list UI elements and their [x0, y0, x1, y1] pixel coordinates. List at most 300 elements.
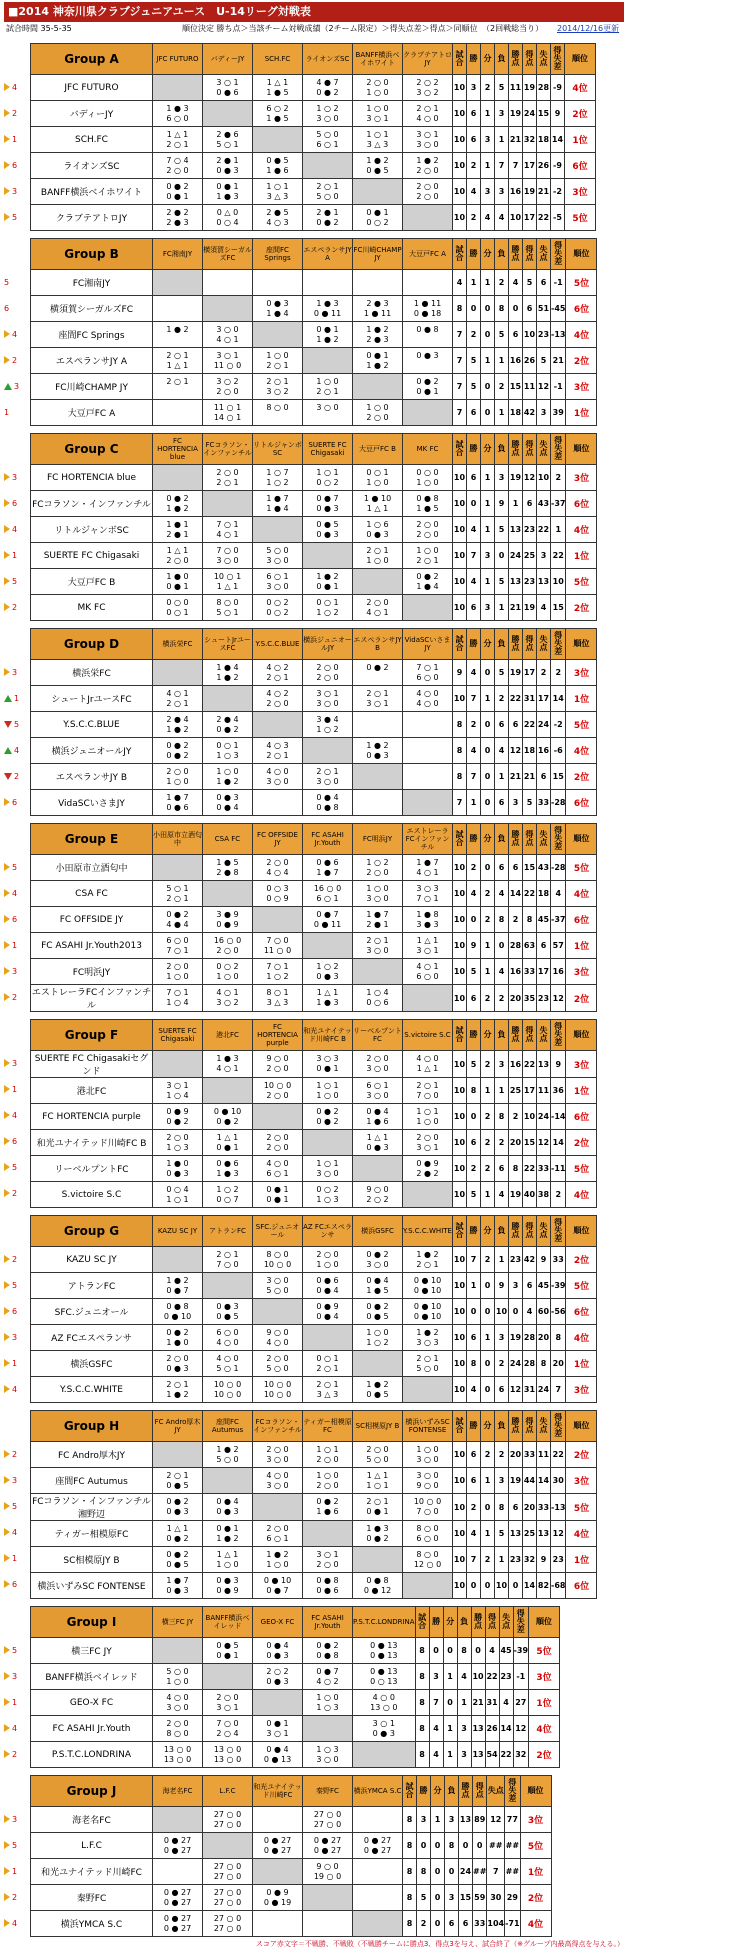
- stat-value: 0: [431, 1911, 445, 1937]
- score-line: 2 ○ 0: [166, 1132, 189, 1142]
- score-cell: [203, 1573, 253, 1599]
- score-line: [153, 78, 202, 88]
- stat-value: 2: [467, 712, 481, 738]
- stat-value: 2: [481, 1547, 495, 1573]
- score-line: [353, 793, 402, 803]
- score-cell: [253, 1051, 303, 1078]
- stat-value: 7: [495, 153, 509, 179]
- stat-value: -39: [513, 1638, 528, 1664]
- score-line: 7 ○ 0: [416, 1507, 439, 1516]
- score-line: 0 ● 27: [163, 1845, 192, 1855]
- opponent-header: ティガー相模原FC: [303, 1411, 353, 1442]
- score-line: [303, 556, 352, 566]
- score-line: 2 ● 2: [416, 1168, 439, 1178]
- self-cell: [153, 465, 203, 491]
- stat-header: 試合: [415, 1607, 429, 1638]
- team-name: 秦野FC: [31, 1885, 153, 1911]
- stat-value: 8: [495, 1494, 509, 1521]
- score-cell: [353, 1078, 403, 1104]
- stat-value: ##: [505, 1859, 520, 1885]
- rank-change-value: 1: [12, 550, 18, 560]
- opponent-header: FC ASAHI Jr.Youth: [303, 1607, 353, 1638]
- table-row: [31, 517, 597, 543]
- stat-value: 2: [495, 1442, 509, 1468]
- stat-value: 0: [481, 764, 495, 790]
- stat-value: 31: [523, 686, 537, 712]
- team-name: FC明浜JY: [31, 959, 153, 985]
- opponent-header: ライオンズSC: [303, 44, 353, 75]
- score-line: 0 ● 10: [413, 1301, 442, 1311]
- score-line: 2 ○ 1: [416, 555, 439, 565]
- team-name: 座間FC Autumus: [31, 1468, 153, 1494]
- score-cell: [153, 1130, 203, 1156]
- stat-value: 6: [495, 1156, 509, 1182]
- opponent-header: SC相模原JY B: [353, 1411, 403, 1442]
- score-cell: [203, 348, 253, 374]
- rank-change-value: 3: [12, 1671, 18, 1681]
- score-cell: [253, 101, 303, 127]
- arrow-right-icon: [4, 1476, 10, 1484]
- arrow-right-icon: [4, 1528, 10, 1536]
- stat-value: 4: [467, 569, 481, 595]
- score-cell: [253, 660, 303, 686]
- stat-value: 2: [467, 153, 481, 179]
- score-line: 4 ○ 2: [316, 1676, 339, 1686]
- score-line: 2 ● 1: [316, 207, 339, 217]
- rank-change-value: 6: [12, 1136, 18, 1146]
- score-line: 1 ○ 0: [416, 1116, 439, 1126]
- score-line: 0 ● 4: [216, 1497, 239, 1506]
- score-line: [353, 582, 402, 592]
- stat-header: 得点: [523, 1411, 537, 1442]
- score-line: 4 ○ 0: [416, 113, 439, 123]
- stat-value: 16: [509, 1051, 523, 1078]
- score-line: [203, 494, 252, 504]
- stat-value: 11: [509, 75, 523, 101]
- stat-value: 1: [481, 517, 495, 543]
- stat-value: 1: [481, 686, 495, 712]
- score-cell: [153, 1078, 203, 1104]
- stat-header: 失点: [537, 1216, 551, 1247]
- score-line: 1 ○ 0: [316, 1090, 339, 1100]
- stat-value: -1: [551, 374, 566, 400]
- table-row: [31, 374, 597, 400]
- score-line: 2 ○ 0: [316, 1454, 339, 1464]
- stat-value: 28: [537, 75, 551, 101]
- stat-value: 33: [523, 1442, 537, 1468]
- score-line: 1 ○ 0: [216, 1559, 239, 1569]
- score-line: 2 ○ 0: [416, 519, 439, 529]
- rank-change: [4, 1076, 30, 1102]
- score-line: 3 ○ 0: [216, 555, 239, 565]
- score-line: [203, 283, 252, 293]
- team-name: KAZU SC JY: [31, 1247, 153, 1273]
- score-line: 5 ○ 1: [166, 883, 189, 893]
- score-line: [153, 468, 202, 478]
- stat-value: 2: [481, 1051, 495, 1078]
- score-line: 12 ○ 0: [413, 1559, 442, 1569]
- stat-value: 8: [551, 1325, 566, 1351]
- score-line: 27 ○ 0: [313, 1809, 342, 1819]
- score-line: 0 ● 8: [316, 1650, 339, 1660]
- score-line: 2 ○ 0: [216, 386, 239, 396]
- score-line: [353, 1820, 402, 1830]
- stat-value: 20: [509, 985, 523, 1012]
- opponent-header: FC川崎CHAMP JY: [353, 239, 403, 270]
- score-line: [303, 751, 352, 761]
- score-cell: [203, 907, 253, 933]
- self-cell: [403, 400, 453, 426]
- score-line: 0 ● 9: [316, 1301, 339, 1311]
- arrow-right-icon: [4, 798, 10, 806]
- arrow-right-icon: [4, 1724, 10, 1732]
- score-line: 1 ○ 0: [266, 1559, 289, 1569]
- arrow-right-icon: [4, 356, 10, 364]
- group-layout: [4, 1606, 624, 1768]
- score-cell: [303, 465, 353, 491]
- score-cell: [153, 1664, 203, 1690]
- self-cell: [253, 1859, 303, 1885]
- stat-value: 13: [459, 1807, 473, 1833]
- stat-value: 4: [453, 270, 467, 296]
- stat-value: 24: [537, 1377, 551, 1403]
- page: [4, 2, 624, 1949]
- score-cell: [303, 127, 353, 153]
- self-cell: [403, 985, 453, 1012]
- self-cell: [203, 686, 253, 712]
- stat-value: 0: [445, 1859, 459, 1885]
- stat-value: 8: [495, 296, 509, 322]
- table-row: [31, 1547, 597, 1573]
- score-line: 0 ○ 1: [316, 1353, 339, 1363]
- score-line: 0 ● 5: [366, 1311, 389, 1321]
- table-row: [31, 205, 596, 231]
- score-line: 0 ○ 1: [316, 597, 339, 607]
- score-cell: [253, 1377, 303, 1403]
- score-line: 0 ● 2: [166, 1116, 189, 1126]
- self-cell: [253, 712, 303, 738]
- stat-value: 0: [481, 1299, 495, 1325]
- stat-value: 23: [509, 1547, 523, 1573]
- stat-header: 勝点: [509, 239, 523, 270]
- rank-change-header: [4, 1410, 30, 1441]
- rank-value: 3位: [566, 959, 597, 985]
- table-row: [31, 1885, 552, 1911]
- score-line: 5 ○ 0: [316, 191, 339, 201]
- stat-value: 3: [481, 595, 495, 621]
- rank-change-column: [4, 1215, 30, 1403]
- rank-change: [4, 1571, 30, 1597]
- score-line: [403, 283, 452, 293]
- table-row: [31, 985, 597, 1012]
- score-cell: [253, 400, 303, 426]
- score-cell: [253, 1247, 303, 1273]
- score-line: 4 ○ 1: [216, 529, 239, 539]
- score-cell: [153, 1468, 203, 1494]
- score-cell: [303, 1807, 353, 1833]
- stat-value: 17: [537, 959, 551, 985]
- team-name: S.victoire S.C: [31, 1182, 153, 1208]
- score-line: 1 △ 1: [416, 935, 439, 945]
- stat-value: ##: [505, 1833, 520, 1859]
- stat-value: 33: [551, 1247, 566, 1273]
- score-cell: [353, 1664, 416, 1690]
- score-line: 3 ○ 0: [366, 945, 389, 955]
- stat-value: 16: [509, 348, 523, 374]
- score-line: 7 ○ 1: [416, 893, 439, 903]
- stat-value: 15: [523, 855, 537, 881]
- arrow-right-icon: [4, 1281, 10, 1289]
- score-cell: [253, 738, 303, 764]
- opponent-header: VidaSCいさまJY: [403, 629, 453, 660]
- group-table: [30, 1410, 597, 1599]
- table-row: [31, 1051, 597, 1078]
- rank-change: [4, 958, 30, 984]
- team-name: 小田原市立酒匂中: [31, 855, 153, 881]
- score-line: 4 ○ 0: [166, 1692, 189, 1702]
- stat-value: 0: [509, 296, 523, 322]
- rank-change-value: 1: [12, 1084, 18, 1094]
- score-line: 3 ○ 0: [166, 1702, 189, 1712]
- rank-value: 5位: [566, 712, 597, 738]
- self-cell: [303, 738, 353, 764]
- score-line: 0 ● 3: [316, 529, 339, 539]
- stat-value: 2: [537, 660, 551, 686]
- stat-value: 57: [551, 933, 566, 959]
- score-line: 0 ● 11: [313, 919, 342, 929]
- stat-value: 14: [551, 127, 565, 153]
- score-line: 0 ○ 6: [366, 998, 389, 1007]
- score-line: [353, 715, 402, 725]
- stat-value: 3: [495, 179, 509, 205]
- score-line: 4 ○ 1: [216, 334, 239, 344]
- group-name: Group F: [31, 1020, 153, 1051]
- score-line: 2 ○ 1: [416, 1259, 439, 1269]
- score-line: 1 ● 7: [366, 909, 389, 919]
- score-line: 1 △ 1: [216, 1549, 239, 1559]
- rank-change-value: 5: [12, 1645, 18, 1655]
- arrow-right-icon: [4, 1111, 10, 1119]
- score-line: 1 ● 6: [266, 165, 289, 175]
- stat-value: 3: [467, 75, 481, 101]
- opponent-header: 和光ユナイテッド川崎FC B: [303, 1020, 353, 1051]
- score-cell: [303, 1833, 353, 1859]
- score-line: 0 ● 1: [366, 1507, 389, 1516]
- score-line: 27 ○ 0: [213, 1913, 242, 1923]
- score-line: [353, 803, 402, 813]
- score-line: 3 △ 3: [366, 139, 389, 149]
- rank-change-value: 1: [4, 407, 10, 417]
- score-cell: [353, 127, 403, 153]
- stat-value: 21: [551, 348, 566, 374]
- rank-change: [4, 984, 30, 1010]
- stat-value: 59: [473, 1885, 487, 1911]
- arrow-right-icon: [4, 1750, 10, 1758]
- score-cell: [153, 517, 203, 543]
- score-line: 0 ○ 2: [266, 597, 289, 607]
- score-cell: [203, 1325, 253, 1351]
- stat-value: 0: [481, 738, 495, 764]
- score-cell: [303, 101, 353, 127]
- team-name: ライオンズSC: [31, 153, 153, 179]
- rank-change-header: [4, 823, 30, 854]
- stat-value: 2: [551, 1182, 566, 1208]
- score-cell: [203, 595, 253, 621]
- rank-value: 5位: [566, 855, 597, 881]
- table-row: [31, 855, 597, 881]
- score-line: 1 ○ 2: [316, 724, 339, 734]
- stat-value: 3: [495, 465, 509, 491]
- stat-value: 12: [551, 1521, 566, 1547]
- stat-value: 5: [467, 959, 481, 985]
- score-line: [403, 1185, 452, 1195]
- group-layout: [4, 1215, 624, 1403]
- score-line: 4 ○ 1: [216, 1064, 239, 1073]
- score-cell: [153, 1833, 203, 1859]
- stat-value: 5: [495, 1521, 509, 1547]
- rank-value: 1位: [566, 543, 597, 569]
- stat-header: 試合: [453, 629, 467, 660]
- stat-value: 26: [485, 1716, 499, 1742]
- stat-value: 4: [485, 1638, 499, 1664]
- stat-value: 2: [481, 907, 495, 933]
- group-block: [4, 1775, 624, 1937]
- score-line: [353, 1745, 415, 1755]
- score-cell: [403, 75, 453, 101]
- score-line: 6 ○ 0: [416, 971, 439, 981]
- team-name: 大豆戸FC A: [31, 400, 153, 426]
- score-cell: [353, 790, 403, 816]
- stat-value: 6: [537, 764, 551, 790]
- score-line: 0 ● 2: [216, 1116, 239, 1126]
- score-line: 1 ● 5: [366, 1285, 389, 1295]
- self-cell: [253, 322, 303, 348]
- stat-header: 失点: [537, 824, 551, 855]
- score-line: 6 ○ 0: [166, 113, 189, 123]
- stat-header: 得点: [523, 44, 537, 75]
- stat-value: 12: [487, 1807, 505, 1833]
- stat-value: 0: [467, 1299, 481, 1325]
- score-line: 2 ○ 0: [416, 1132, 439, 1142]
- stat-value: 21: [537, 179, 551, 205]
- stat-value: 2: [509, 907, 523, 933]
- score-line: 3 ○ 0: [316, 776, 339, 786]
- rank-change: [4, 490, 30, 516]
- self-cell: [153, 1051, 203, 1078]
- stat-header: 分: [481, 824, 495, 855]
- team-name: エスペランサJY A: [31, 348, 153, 374]
- score-cell: [203, 790, 253, 816]
- stat-header: 勝: [467, 824, 481, 855]
- updated-link[interactable]: 2014/12/16更新: [557, 24, 620, 33]
- score-cell: [403, 1104, 453, 1130]
- score-line: 3 ○ 0: [266, 581, 289, 591]
- team-name: SUERTE FC Chigasaki: [31, 543, 153, 569]
- score-line: 8 ○ 0: [266, 1249, 289, 1259]
- score-line: 13 ○ 0: [213, 1754, 242, 1764]
- stat-value: 10: [453, 1104, 467, 1130]
- score-line: 0 ● 3: [372, 1728, 395, 1738]
- stat-value: 10: [453, 1051, 467, 1078]
- arrow-right-icon: [4, 109, 10, 117]
- score-cell: [253, 1638, 303, 1664]
- stat-value: 17: [537, 686, 551, 712]
- opponent-header: FCコラソン・インファンチル: [203, 434, 253, 465]
- score-line: 10 ○ 0: [213, 1379, 242, 1389]
- score-line: [153, 1820, 202, 1830]
- stat-value: 0: [481, 790, 495, 816]
- rank-value: 1位: [566, 1351, 597, 1377]
- score-line: 1 ○ 2: [316, 103, 339, 113]
- score-line: 4 ○ 2: [266, 688, 289, 698]
- score-line: [353, 1755, 415, 1765]
- score-line: 10 ○ 0: [263, 1259, 292, 1269]
- score-line: [203, 504, 252, 514]
- stat-header: 負: [495, 824, 509, 855]
- stat-value: 0: [431, 1885, 445, 1911]
- stat-value: 28: [523, 1351, 537, 1377]
- stat-value: 0: [467, 491, 481, 517]
- stat-value: 10: [453, 1442, 467, 1468]
- score-line: 6 ○ 1: [366, 1080, 389, 1090]
- table-row: [31, 296, 597, 322]
- score-cell: [253, 1156, 303, 1182]
- score-line: 2 ● 3: [166, 217, 189, 227]
- score-line: 0 ● 3: [266, 1676, 289, 1686]
- arrow-right-icon: [4, 83, 10, 91]
- score-line: 2 ○ 0: [416, 191, 439, 201]
- score-line: [303, 1338, 352, 1348]
- score-cell: [253, 75, 303, 101]
- stat-value: 3: [429, 1664, 443, 1690]
- rank-change-value: 1: [12, 1697, 18, 1707]
- score-cell: [403, 764, 453, 790]
- team-name: 海老名FC: [31, 1807, 153, 1833]
- self-cell: [403, 1377, 453, 1403]
- score-line: 2 ○ 1: [316, 181, 339, 191]
- score-cell: [153, 1521, 203, 1547]
- score-line: 1 ○ 0: [416, 477, 439, 487]
- score-line: 1 ● 1: [166, 519, 189, 529]
- stat-value: 23: [537, 322, 551, 348]
- table-row: [31, 1573, 597, 1599]
- stat-value: 32: [523, 127, 537, 153]
- score-line: 0 ● 3: [166, 1168, 189, 1178]
- score-line: 1 ○ 0: [166, 776, 189, 786]
- stat-value: 19: [509, 465, 523, 491]
- team-name: VidaSCいさまJY: [31, 790, 153, 816]
- self-cell: [203, 296, 253, 322]
- score-line: 10 ○ 1: [213, 571, 242, 581]
- score-line: [253, 1107, 302, 1117]
- self-cell: [303, 1885, 353, 1911]
- stat-value: 0: [495, 543, 509, 569]
- score-line: 2 ○ 1: [166, 1379, 189, 1389]
- score-line: [253, 1693, 302, 1703]
- score-line: 4 ○ 1: [166, 688, 189, 698]
- stat-header: 勝点: [459, 1776, 473, 1807]
- score-line: 1 ○ 0: [366, 1327, 389, 1337]
- stat-value: 30: [487, 1885, 505, 1911]
- updated-date[interactable]: [557, 22, 619, 36]
- stat-header: 順位: [566, 1411, 597, 1442]
- score-line: 6 ○ 1: [266, 1533, 289, 1543]
- score-line: [253, 1703, 302, 1713]
- stat-value: 10: [453, 1247, 467, 1273]
- score-line: [353, 673, 402, 683]
- stat-value: 7: [453, 790, 467, 816]
- rank-change-value: 5: [12, 1501, 18, 1511]
